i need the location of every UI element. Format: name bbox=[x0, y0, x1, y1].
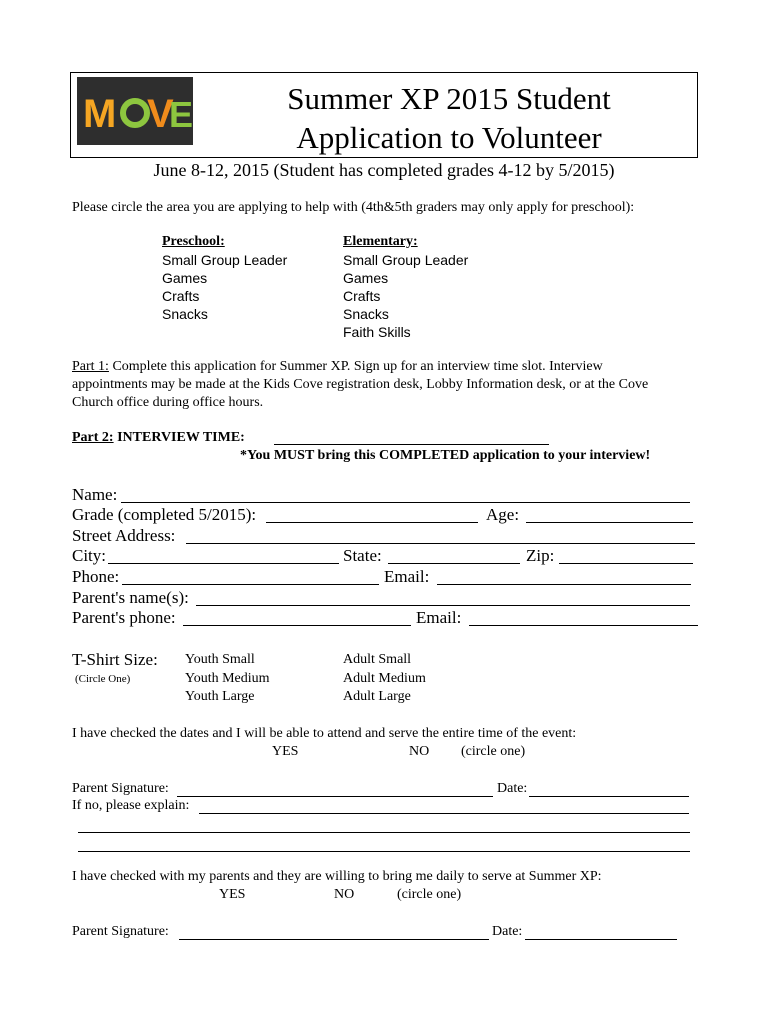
elementary-option[interactable]: Crafts bbox=[343, 288, 381, 304]
tshirt-option[interactable]: Youth Large bbox=[185, 689, 255, 704]
parents-parent-signature-label: Parent Signature: bbox=[72, 924, 169, 939]
move-logo-graphic bbox=[77, 77, 193, 145]
attend-date-label: Date: bbox=[497, 781, 528, 796]
parent-names-field[interactable] bbox=[196, 605, 690, 606]
logo-letter-o bbox=[123, 101, 147, 125]
parents-no-option[interactable]: NO bbox=[334, 887, 355, 902]
preschool-column bbox=[162, 233, 287, 323]
elementary-option[interactable]: Games bbox=[343, 270, 389, 286]
age-field[interactable] bbox=[526, 522, 693, 523]
parents-date-field[interactable] bbox=[525, 939, 677, 940]
part2-label: Part 2: bbox=[72, 430, 114, 445]
preschool-option[interactable]: Snacks bbox=[162, 306, 208, 322]
email-label: Email: bbox=[384, 567, 430, 586]
explain-field-line[interactable] bbox=[78, 832, 690, 833]
parents-statement: I have checked with my parents and they are willing to bring me daily to serve at Summer XP: bbox=[72, 869, 602, 884]
title-line-2: Application to Volunteer bbox=[296, 120, 602, 155]
elementary-heading: Elementary: bbox=[343, 234, 418, 249]
name-field[interactable] bbox=[121, 502, 690, 503]
parents-date-label: Date: bbox=[492, 924, 523, 939]
parents-parent-signature-field[interactable] bbox=[179, 939, 489, 940]
part1-label: Part 1: bbox=[72, 359, 109, 374]
street-address-field[interactable] bbox=[186, 543, 695, 544]
preschool-heading: Preschool: bbox=[162, 234, 225, 249]
header-box bbox=[70, 72, 698, 158]
tshirt-option[interactable]: Adult Small bbox=[343, 652, 412, 667]
explain-field-line[interactable] bbox=[78, 851, 690, 852]
part1-section bbox=[72, 358, 648, 412]
elementary-option[interactable]: Small Group Leader bbox=[343, 252, 469, 268]
attend-date-field[interactable] bbox=[529, 796, 689, 797]
city-field[interactable] bbox=[108, 563, 339, 564]
phone-field[interactable] bbox=[122, 584, 379, 585]
tshirt-label: T-Shirt Size: bbox=[72, 650, 158, 669]
elementary-column bbox=[343, 233, 468, 341]
part2-text: INTERVIEW TIME: bbox=[113, 430, 245, 445]
city-label: City: bbox=[72, 546, 107, 565]
tshirt-option[interactable]: Adult Large bbox=[343, 689, 411, 704]
parent-email-field[interactable] bbox=[469, 625, 698, 626]
attend-statement: I have checked the dates and I will be able to attend and serve the entire time of the event: bbox=[72, 726, 577, 741]
attend-circle-note: (circle one) bbox=[461, 744, 526, 759]
part1-line3: Church office during office hours. bbox=[72, 395, 264, 410]
tshirt-option[interactable]: Adult Medium bbox=[343, 670, 426, 686]
part1-line1: Complete this application for Summer XP. Sign up for an interview time slot. Interview bbox=[108, 359, 603, 374]
state-field[interactable] bbox=[388, 563, 520, 564]
elementary-option[interactable]: Faith Skills bbox=[343, 324, 411, 340]
elementary-option[interactable]: Snacks bbox=[343, 306, 389, 322]
preschool-option[interactable]: Small Group Leader bbox=[162, 252, 288, 268]
attend-parent-signature-field[interactable] bbox=[177, 796, 493, 797]
attend-yes-option[interactable]: YES bbox=[272, 744, 299, 759]
attend-parent-signature-label: Parent Signature: bbox=[72, 781, 169, 796]
age-label: Age: bbox=[486, 505, 520, 524]
name-label: Name: bbox=[72, 485, 118, 504]
grade-field[interactable] bbox=[266, 522, 478, 523]
area-instruction: Please circle the area you are applying to help with (4th&5th graders may only apply for preschool): bbox=[72, 200, 635, 215]
attend-no-option[interactable]: NO bbox=[409, 744, 430, 759]
logo-letter-v: V bbox=[147, 92, 174, 136]
state-label: State: bbox=[343, 546, 382, 565]
title-line-1: Summer XP 2015 Student bbox=[287, 81, 611, 116]
parent-phone-field[interactable] bbox=[183, 625, 411, 626]
zip-field[interactable] bbox=[559, 563, 693, 564]
adult-sizes bbox=[343, 651, 426, 707]
youth-sizes bbox=[185, 651, 270, 707]
part2-section bbox=[72, 430, 245, 446]
part2-note: *You MUST bring this COMPLETED application to your interview! bbox=[240, 448, 651, 463]
phone-label: Phone: bbox=[72, 567, 120, 586]
part1-line2: appointments may be made at the Kids Cove registration desk, Lobby Information desk, or at the Cove bbox=[72, 377, 649, 392]
zip-label: Zip: bbox=[526, 546, 555, 565]
logo-letter-m: M bbox=[83, 92, 117, 136]
tshirt-option[interactable]: Youth Medium bbox=[185, 670, 270, 686]
event-dates: June 8-12, 2015 (Student has completed grades 4-12 by 5/2015) bbox=[153, 160, 615, 180]
interview-time-field[interactable] bbox=[274, 444, 549, 445]
tshirt-circle-note: (Circle One) bbox=[75, 673, 131, 685]
email-field[interactable] bbox=[437, 584, 691, 585]
logo-letter-e: E bbox=[169, 94, 193, 135]
explain-field[interactable] bbox=[199, 813, 689, 814]
grade-label: Grade (completed 5/2015): bbox=[72, 505, 257, 524]
street-address-label: Street Address: bbox=[72, 526, 176, 545]
parent-phone-label: Parent's phone: bbox=[72, 608, 176, 627]
preschool-option[interactable]: Crafts bbox=[162, 288, 200, 304]
page-title bbox=[201, 79, 697, 157]
move-logo bbox=[77, 77, 193, 145]
preschool-option[interactable]: Games bbox=[162, 270, 208, 286]
parent-names-label: Parent's name(s): bbox=[72, 588, 189, 607]
parent-email-label: Email: bbox=[416, 608, 462, 627]
explain-label: If no, please explain: bbox=[72, 798, 190, 813]
tshirt-option[interactable]: Youth Small bbox=[185, 652, 255, 667]
parents-yes-option[interactable]: YES bbox=[219, 887, 246, 902]
parents-circle-note: (circle one) bbox=[397, 887, 462, 902]
